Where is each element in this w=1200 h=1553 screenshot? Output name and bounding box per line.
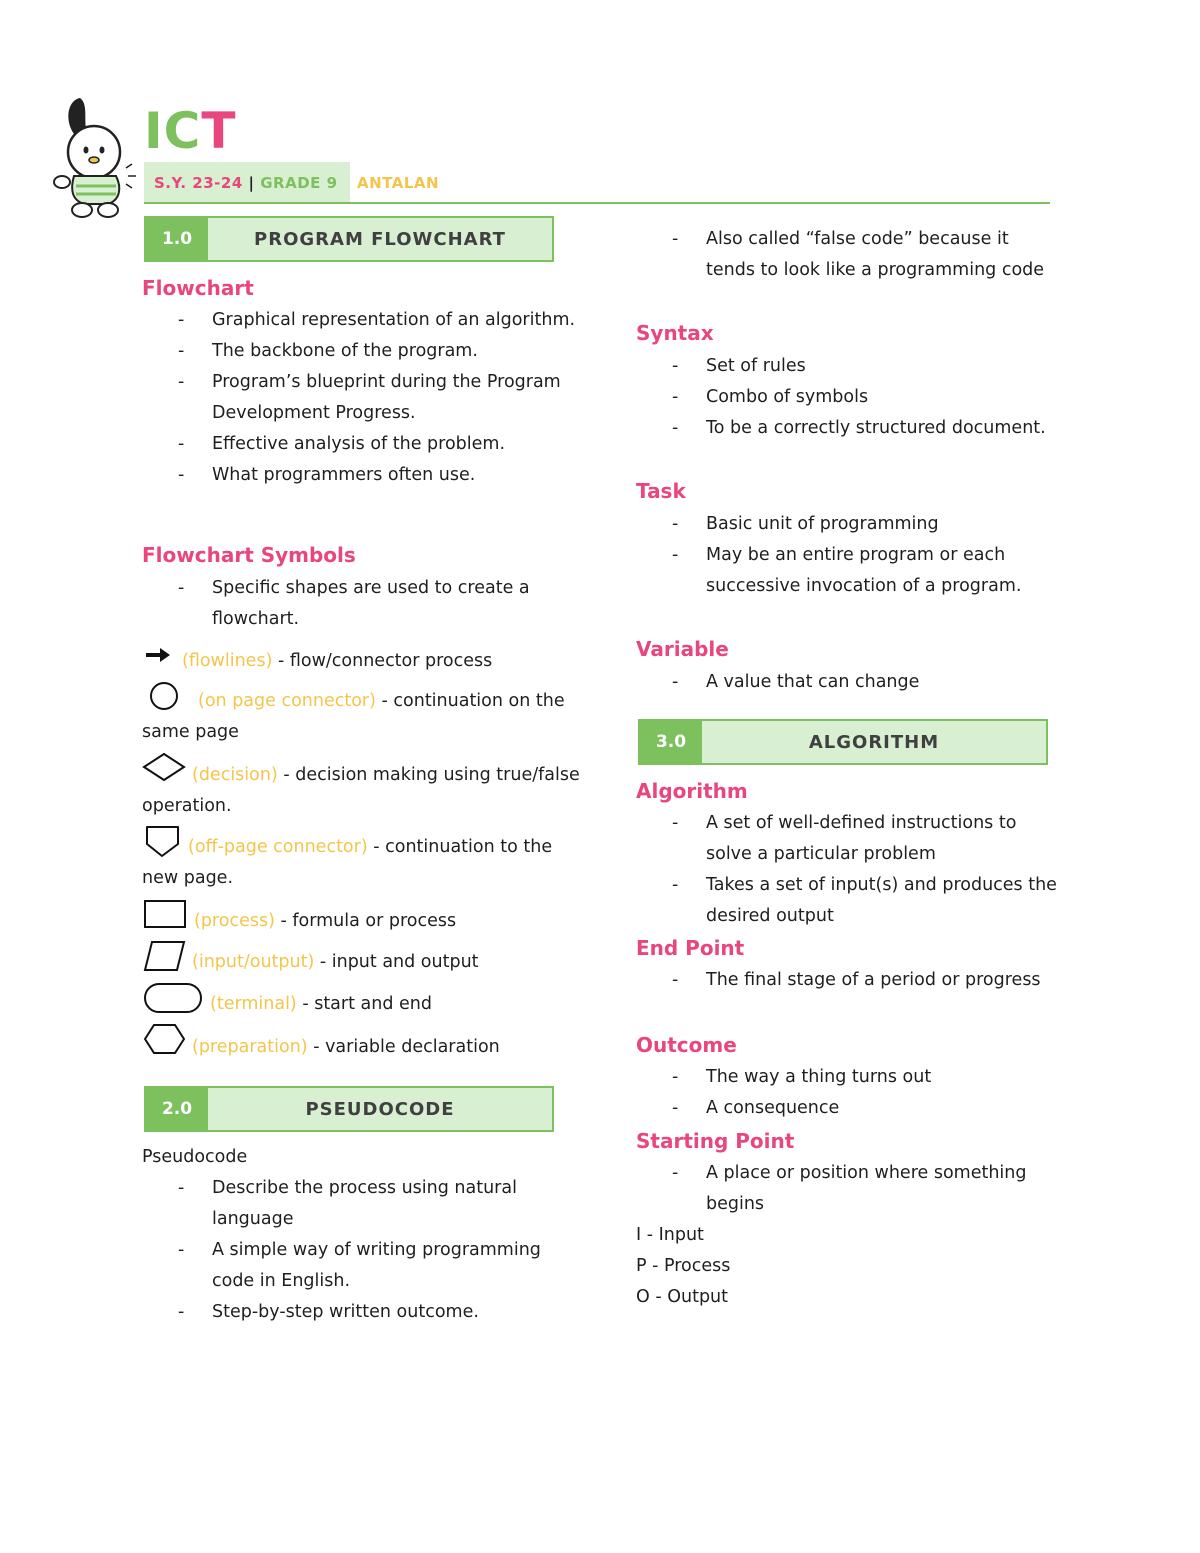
list-item: - Takes a set of input(s) and produces the desired output [636,870,1066,932]
list-item: - The way a thing turns out [636,1062,1056,1093]
pseudocode-list-continued [636,224,1056,286]
heading-syntax: Syntax [636,321,714,345]
symbol-process: (process) - formula or process [142,906,582,937]
section-2-header [144,1086,554,1132]
author-name: ANTALAN [357,174,440,192]
list-item: - Graphical representation of an algorithm. [142,305,582,336]
syntax-list [636,351,1056,444]
symbol-decision: (decision) - decision making using true/false operation. [142,760,582,822]
list-item: - A place or position where something begins [636,1158,1046,1220]
starting-point-list [636,1158,1046,1220]
list-item: - Combo of symbols [636,382,1056,413]
symbol-off-page-connector: (off-page connector) - continuation to the new page. [142,832,582,894]
pseudocode-term: Pseudocode [142,1147,248,1167]
list-item: - A consequence [636,1093,1056,1124]
off-page-icon [144,824,184,860]
list-item: - Set of rules [636,351,1056,382]
outcome-list [636,1062,1056,1124]
list-item: - What programmers often use. [142,460,582,491]
list-item: - A value that can change [636,667,1056,698]
mascot-illustration [50,90,142,222]
list-item: - Effective analysis of the problem. [142,429,582,460]
flowchart-list [142,305,582,491]
heading-algorithm: Algorithm [636,779,748,803]
list-item: - To be a correctly structured document. [636,413,1056,444]
algorithm-list [636,808,1066,932]
list-item: - Specific shapes are used to create a flowchart. [142,573,542,635]
terminal-icon [142,981,206,1017]
symbol-input-output: (input/output) - input and output [142,947,582,978]
list-item: - May be an entire program or each successive invocation of a program. [636,540,1056,602]
section-title: ALGORITHM [808,731,940,753]
hexagon-icon [142,1022,188,1058]
heading-flowchart: Flowchart [142,276,254,300]
heading-outcome: Outcome [636,1033,737,1057]
arrow-icon [144,646,172,666]
ipo-process: P - Process [636,1256,731,1276]
symbol-terminal: (terminal) - start and end [142,989,582,1020]
pseudocode-list [142,1173,542,1328]
symbols-list [142,573,542,635]
heading-task: Task [636,479,686,503]
heading-end-point: End Point [636,936,745,960]
list-item: - The final stage of a period or progress [636,965,1046,996]
symbol-flowlines: (flowlines) - flow/connector process [142,646,582,677]
header-divider [144,202,1050,204]
heading-starting-point: Starting Point [636,1129,795,1153]
heading-flowchart-symbols: Flowchart Symbols [142,543,356,567]
section-3-header [638,719,1048,765]
list-item: - Basic unit of programming [636,509,1056,540]
task-list [636,509,1056,602]
list-item: - A set of well-defined instructions to solve a particular problem [636,808,1066,870]
section-title: PSEUDOCODE [305,1098,455,1120]
section-number: 1.0 [146,218,208,260]
school-year: S.Y. 23-24 [154,174,243,192]
ipo-output: O - Output [636,1287,729,1307]
parallelogram-icon [142,939,188,975]
circle-icon [148,680,182,712]
page-title: ICT [144,102,237,160]
list-item: - Program’s blueprint during the Program Development Progress. [142,367,582,429]
rectangle-icon [142,898,188,932]
section-title: PROGRAM FLOWCHART [254,228,506,250]
variable-list [636,667,1056,698]
subtitle-bar: S.Y. 23-24 | GRADE 9 [144,162,350,202]
list-item: - Step-by-step written outcome. [142,1297,542,1328]
section-number: 3.0 [640,721,702,763]
section-number: 2.0 [146,1088,208,1130]
grade-label: GRADE 9 [260,174,338,192]
symbol-preparation: (preparation) - variable declaration [142,1032,582,1063]
section-1-header [144,216,554,262]
end-point-list [636,965,1046,996]
list-item: - A simple way of writing programming code in English. [142,1235,542,1297]
heading-variable: Variable [636,637,729,661]
list-item: - Also called “false code” because it tends to look like a programming code [636,224,1056,286]
list-item: - Describe the process using natural language [142,1173,542,1235]
symbol-on-page-connector: (on page connector) - continuation on the same page [142,686,582,748]
diamond-icon [142,752,186,786]
ipo-input: I - Input [636,1225,704,1245]
list-item: - The backbone of the program. [142,336,582,367]
